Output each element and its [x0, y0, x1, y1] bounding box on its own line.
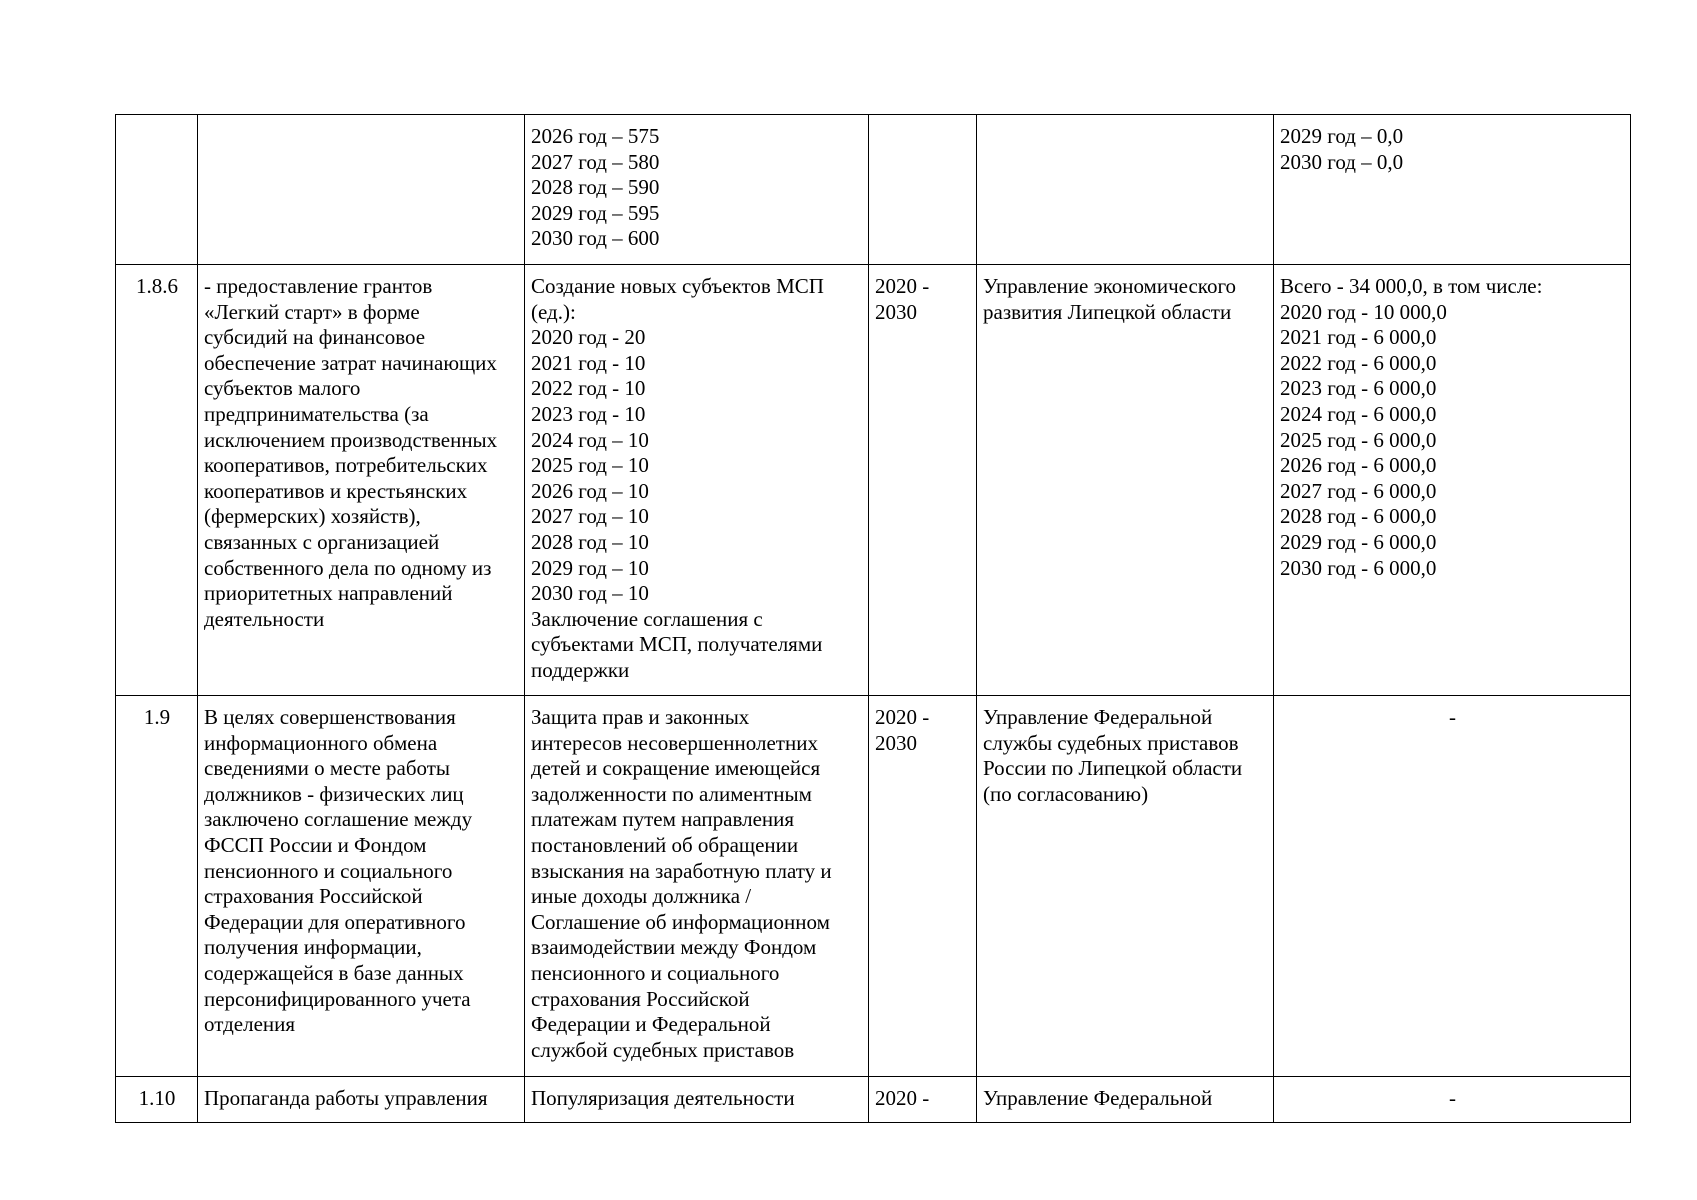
executor-cell: Управление экономического развития Липецкой области — [977, 265, 1274, 696]
measure-cell: Пропаганда работы управления — [198, 1077, 525, 1123]
result-cell: Защита прав и законных интересов несовершеннолетних детей и сокращение имеющейся задолженности по алиментным платежам путем направления постановлений об обращении взыскания на заработную плату и иные доходы должника / Соглашение об информационном взаимодействии между Фондом пенсионного и социального страхования Российской Федерации и Федеральной службой судебных приставов — [525, 696, 869, 1077]
executor-cell — [977, 115, 1274, 265]
row-number: 1.10 — [116, 1077, 198, 1123]
executor-cell: Управление Федеральной — [977, 1077, 1274, 1123]
result-cell: Популяризация деятельности — [525, 1077, 869, 1123]
measure-cell — [198, 115, 525, 265]
finance-cell: - — [1274, 696, 1631, 1077]
result-cell: Создание новых субъектов МСП (ед.): 2020 год - 20 2021 год - 10 2022 год - 10 2023 год - 10 2024 год – 10 2025 год – 10 2026 год – 10 2027 год – 10 2028 год – 10 2029 год – 10 2030 год – 10 Заключение соглашения с субъектами МСП, получателями поддержки — [525, 265, 869, 696]
result-cell: 2026 год – 575 2027 год – 580 2028 год – 590 2029 год – 595 2030 год – 600 — [525, 115, 869, 265]
row-number: 1.9 — [116, 696, 198, 1077]
period-cell — [869, 115, 977, 265]
finance-cell: 2029 год – 0,0 2030 год – 0,0 — [1274, 115, 1631, 265]
table-row — [116, 115, 1631, 265]
row-number: 1.8.6 — [116, 265, 198, 696]
table-row — [116, 265, 1631, 696]
period-cell: 2020 - 2030 — [869, 265, 977, 696]
program-table — [115, 114, 1631, 1123]
finance-cell: - — [1274, 1077, 1631, 1123]
period-cell: 2020 - — [869, 1077, 977, 1123]
table-row — [116, 1077, 1631, 1123]
period-cell: 2020 - 2030 — [869, 696, 977, 1077]
measure-cell: - предоставление грантов «Легкий старт» в форме субсидий на финансовое обеспечение затрат начинающих субъектов малого предпринимательства (за исключением производственных кооперативов, потребительских кооперативов и крестьянских (фермерских) хозяйств), связанных с организацией собственного дела по одному из приоритетных направлений деятельности — [198, 265, 525, 696]
finance-cell: Всего - 34 000,0, в том числе: 2020 год - 10 000,0 2021 год - 6 000,0 2022 год - 6 000,0 2023 год - 6 000,0 2024 год - 6 000,0 2025 год - 6 000,0 2026 год - 6 000,0 2027 год - 6 000,0 2028 год - 6 000,0 2029 год - 6 000,0 2030 год - 6 000,0 — [1274, 265, 1631, 696]
executor-cell: Управление Федеральной службы судебных приставов России по Липецкой области (по согласованию) — [977, 696, 1274, 1077]
row-number — [116, 115, 198, 265]
measure-cell: В целях совершенствования информационного обмена сведениями о месте работы должников - физических лиц заключено соглашение между ФССП России и Фондом пенсионного и социального страхования Российской Федерации для оперативного получения информации, содержащейся в базе данных персонифицированного учета отделения — [198, 696, 525, 1077]
table-row — [116, 696, 1631, 1077]
